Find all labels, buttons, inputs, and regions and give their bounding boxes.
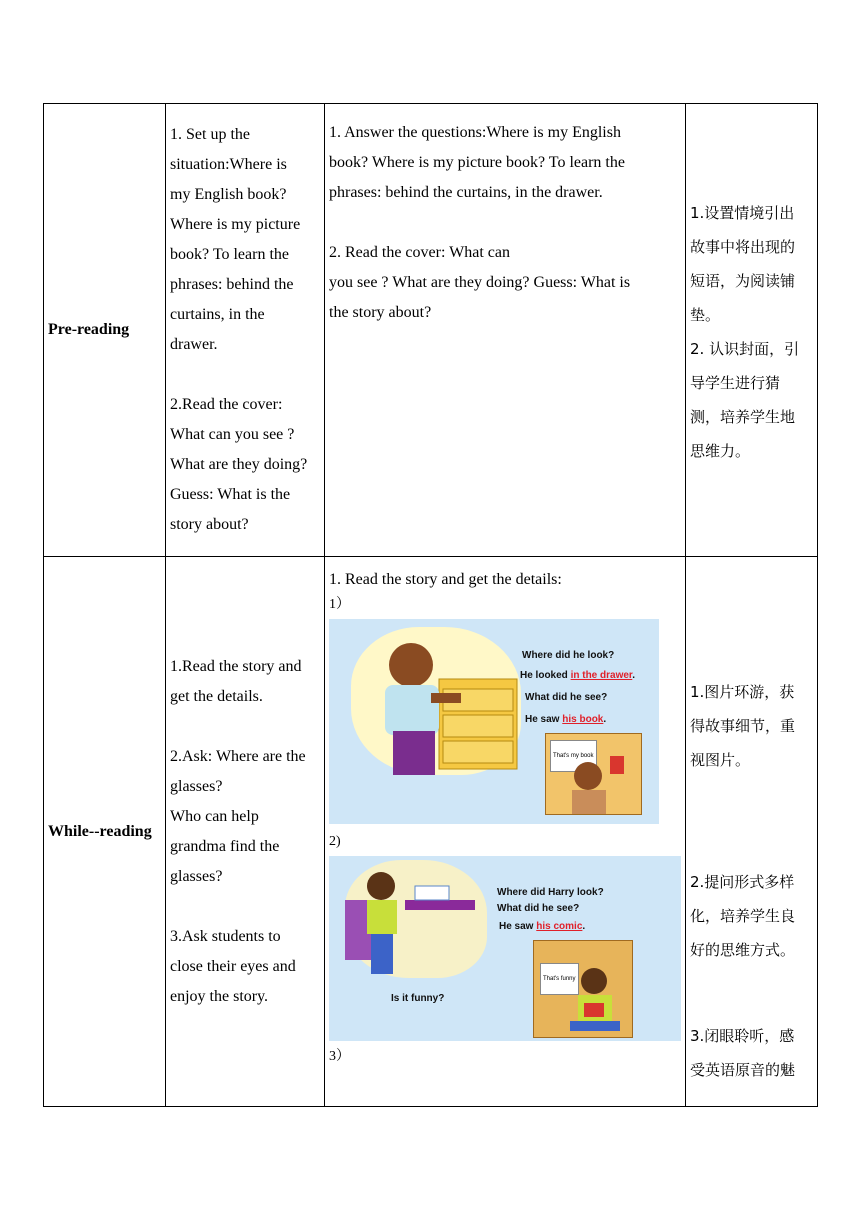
student-line: you see ? What are they doing? Guess: What is [329,274,631,291]
question-where: Where did Harry look? [497,887,604,898]
boy-table-illustration [345,860,487,978]
answer-what: He saw his book. [525,714,607,725]
table-row-pre-reading [44,104,818,557]
scene-drawer [351,627,521,775]
story-inset-picture [533,940,633,1038]
teacher-line: 1.Read the story and [170,657,302,675]
purpose-line: 思维力。 [690,442,751,460]
purpose-line: 1.图片环游，获 [690,683,795,701]
purpose-line: 化，培养学生良 [690,907,796,925]
student-line: book? Where is my picture book? To learn the [329,154,625,171]
student-activity-pre-reading [325,104,686,557]
stage-while-reading: While--reading [44,557,166,1107]
purpose-pre-reading [686,104,818,557]
teacher-line: drawer. [170,336,218,353]
teacher-line: What can you see ? [170,426,295,443]
question-what: What did he see? [497,903,580,914]
purpose-line: 2. 认识封面，引 [690,340,800,358]
picture-label: 2) [329,834,341,849]
picture-label: 1） [329,597,350,612]
speech-bubble: That's my book [550,740,597,772]
purpose-line: 2.提问形式多样 [690,873,795,891]
teacher-line: 3.Ask students to [170,927,281,945]
teacher-line: story about? [170,516,249,533]
purpose-line: 故事中将出现的 [690,238,796,256]
stage-pre-reading: Pre-reading [44,104,166,557]
purpose-line: 测，培养学生地 [690,408,796,426]
purpose-line: 1.设置情境引出 [690,204,795,222]
student-line: the story about? [329,304,432,321]
table-row-while-reading [44,557,818,1107]
question-where: Where did he look? [522,650,615,661]
answer-highlight: his book [562,714,604,725]
teacher-line: Guess: What is the [170,486,291,503]
purpose-line: 好的思维方式。 [690,941,796,959]
purpose-line: 垫。 [690,306,721,324]
purpose-line: 3.闭眼聆听，感 [690,1027,795,1045]
man-drawer-illustration [351,627,521,775]
story-inset-picture [545,733,642,815]
teacher-line: Where is my picture [170,216,301,233]
question-what: What did he see? [525,692,608,703]
boy-comic-illustration [534,941,632,1037]
purpose-while-reading [686,557,818,1107]
teacher-activity-while-reading [166,557,325,1107]
answer-where: He looked in the drawer. [520,670,636,681]
teacher-line: close their eyes and [170,957,296,975]
man-book-illustration [546,734,641,814]
teacher-line: enjoy the story. [170,987,269,1005]
purpose-line: 视图片。 [690,751,751,769]
student-activity-while-reading [325,557,686,1107]
story-picture-2 [329,856,681,1041]
teacher-line: 2.Ask: Where are the [170,747,306,765]
teacher-line: 1. Set up the [170,126,250,143]
story-picture-1 [329,619,659,824]
teacher-line: phrases: behind the [170,276,294,293]
purpose-line: 受英语原音的魅 [690,1061,796,1079]
student-line: phrases: behind the curtains, in the drawer. [329,184,603,201]
answer-highlight: in the drawer [570,670,633,681]
student-line: 1. Read the story and get the details: [329,571,562,588]
teacher-line: glasses? [170,777,223,795]
answer-highlight: his comic [536,921,583,932]
scene-table [345,860,487,978]
teacher-line: Who can help [170,807,259,825]
answer-what: He saw his comic. [499,921,586,932]
teacher-line: get the details. [170,687,263,705]
teacher-line: book? To learn the [170,246,289,263]
question-funny: Is it funny? [391,993,445,1004]
purpose-line: 导学生进行猜 [690,374,781,392]
picture-label: 3） [329,1049,350,1064]
teacher-line: grandma find the [170,837,280,855]
purpose-line: 得故事细节，重 [690,717,796,735]
teacher-line: glasses? [170,867,223,885]
teacher-line: curtains, in the [170,306,265,323]
teacher-activity-pre-reading [166,104,325,557]
teacher-line: What are they doing? [170,456,308,473]
teacher-line: situation:Where is [170,156,287,173]
teacher-line: my English book? [170,186,287,203]
purpose-line: 短语，为阅读铺 [690,272,796,290]
student-line: 2. Read the cover: What can [329,244,510,261]
student-line: 1. Answer the questions:Where is my English [329,124,621,141]
teacher-line: 2.Read the cover: [170,396,283,413]
speech-bubble: That's funny [540,963,579,995]
lesson-plan-table [43,103,818,1107]
